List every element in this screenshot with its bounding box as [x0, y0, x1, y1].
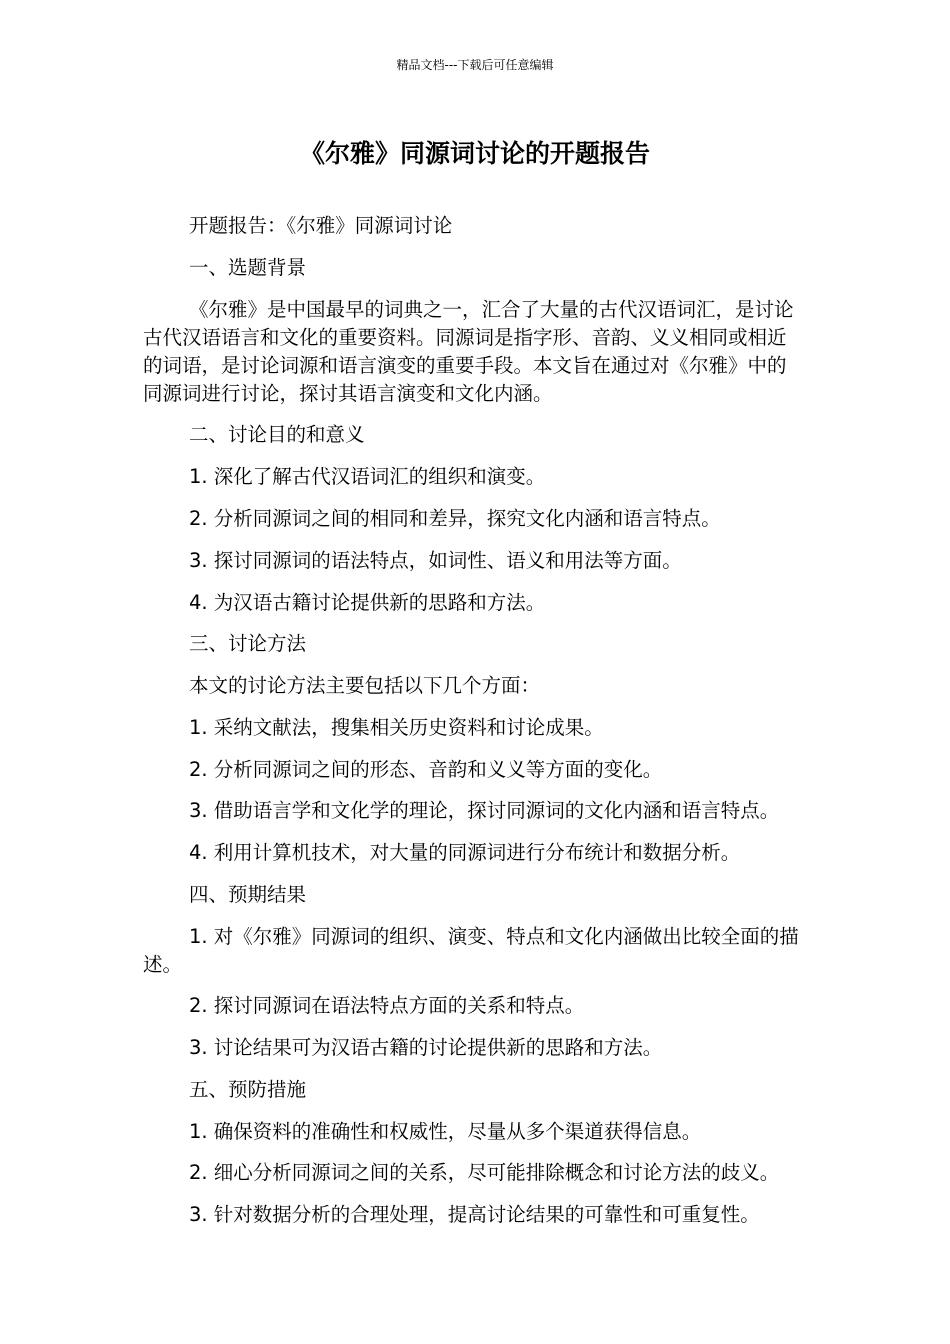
list-item: 2. 探讨同源词在语法特点方面的关系和特点。: [189, 994, 585, 1017]
section-heading-background: 一、选题背景: [189, 256, 307, 279]
list-item: 1. 采纳文献法，搜集相关历史资料和讨论成果。: [189, 716, 604, 739]
list-item: 1. 对《尔雅》同源词的组织、演变、特点和文化内涵做出比较全面的描述。: [143, 925, 799, 976]
section-heading-purpose: 二、讨论目的和意义: [189, 423, 365, 446]
list-item: 2. 细心分析同源词之间的关系，尽可能排除概念和讨论方法的歧义。: [189, 1161, 780, 1184]
document-title: 《尔雅》同源词讨论的开题报告: [299, 139, 650, 168]
list-item: 1. 深化了解古代汉语词汇的组织和演变。: [189, 465, 546, 488]
list-item: 1. 确保资料的准确性和权威性，尽量从多个渠道获得信息。: [189, 1120, 702, 1143]
list-item: 3. 讨论结果可为汉语古籍的讨论提供新的思路和方法。: [189, 1036, 663, 1059]
intro-line: 开题报告：《尔雅》同源词讨论: [189, 214, 453, 237]
section-heading-methods: 三、讨论方法: [189, 632, 307, 655]
section-heading-precautions: 五、预防措施: [189, 1078, 307, 1101]
list-item: 4. 利用计算机技术，对大量的同源词进行分布统计和数据分析。: [189, 841, 741, 864]
list-item: 3. 探讨同源词的语法特点，如词性、语义和用法等方面。: [189, 549, 682, 572]
list-item: 3. 针对数据分析的合理处理，提高讨论结果的可靠性和可重复性。: [189, 1203, 760, 1226]
section-heading-results: 四、预期结果: [189, 883, 307, 906]
list-item: 2. 分析同源词之间的形态、音韵和义义等方面的变化。: [189, 758, 663, 781]
list-item: 2. 分析同源词之间的相同和差异，探究文化内涵和语言特点。: [189, 507, 721, 530]
list-item: 3. 借助语言学和文化学的理论，探讨同源词的文化内涵和语言特点。: [189, 799, 780, 822]
background-paragraph: 《尔雅》是中国最早的词典之一，汇合了大量的古代汉语词汇，是讨论古代汉语语言和文化的重要资料。同源词是指字形、音韵、义义相同或相近的词语，是讨论词源和语言演变的重要手段。本文旨在通过对《尔雅》中的同源词进行讨论，探讨其语言演变和文化内涵。: [143, 298, 794, 405]
list-item: 4. 为汉语古籍讨论提供新的思路和方法。: [189, 591, 546, 614]
header-note: 精品文档---下载后可任意编辑: [396, 58, 554, 72]
methods-lead: 本文的讨论方法主要包括以下几个方面：: [189, 674, 541, 697]
